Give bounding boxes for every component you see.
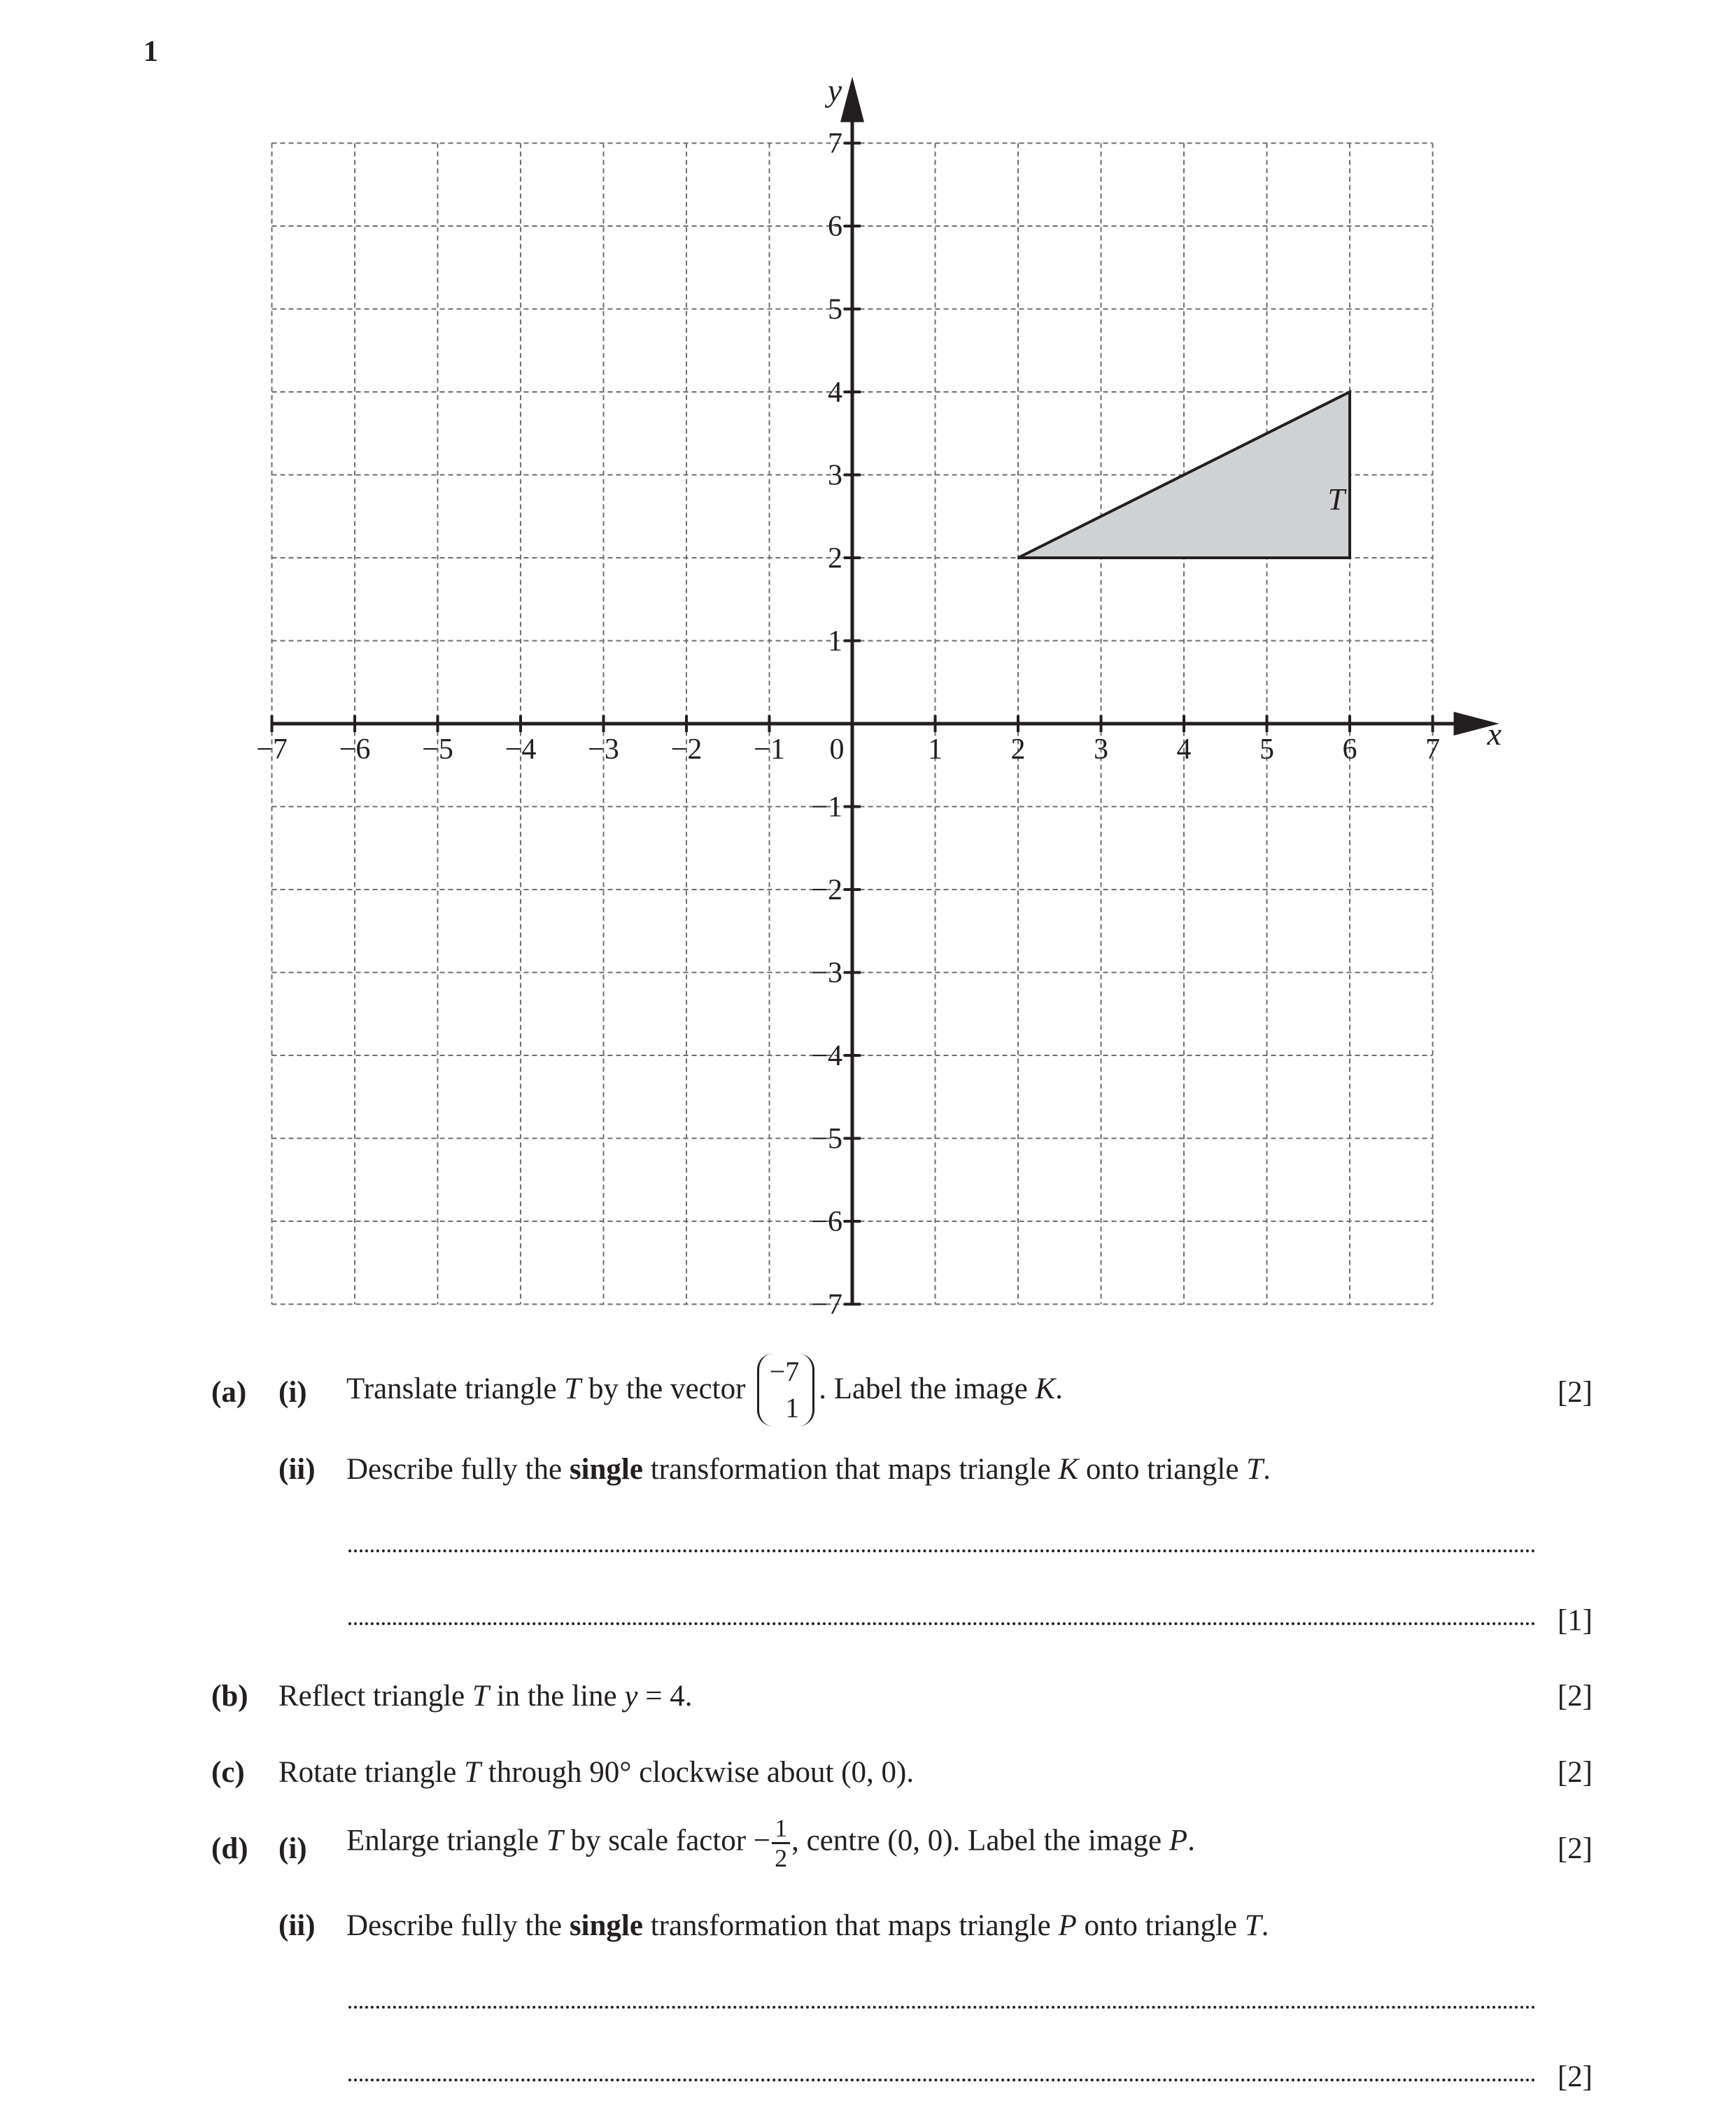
x-tick-label: −5 <box>422 733 453 766</box>
marks-d-ii: [2] <box>1557 2060 1593 2093</box>
y-tick-label: −2 <box>811 874 842 906</box>
triangle-T <box>1018 392 1350 558</box>
marks-c: [2] <box>1557 1756 1593 1789</box>
y-axis-arrow <box>840 77 864 122</box>
part-c-label: (c) <box>211 1756 245 1789</box>
answer-line-d-ii-2[interactable] <box>348 2079 1536 2081</box>
x-tick-label: −4 <box>504 733 537 766</box>
vector-top: −7 <box>769 1356 800 1387</box>
x-tick-label: −7 <box>256 733 288 766</box>
x-tick-label: 1 <box>928 733 943 766</box>
x-tick-label: 3 <box>1094 733 1108 766</box>
shapes <box>1018 392 1350 558</box>
marks-d-i: [2] <box>1557 1832 1593 1865</box>
y-tick-label: −4 <box>811 1040 842 1072</box>
part-a-ii-label: (ii) <box>278 1453 316 1486</box>
marks-a-ii: [1] <box>1557 1604 1593 1637</box>
axes <box>272 73 1502 1305</box>
answer-line-a-ii-2[interactable] <box>348 1622 1536 1625</box>
x-tick-label: 7 <box>1425 733 1440 766</box>
part-d-label: (d) <box>211 1832 248 1865</box>
answer-line-a-ii-1[interactable] <box>348 1550 1536 1552</box>
y-tick-label: 5 <box>828 293 842 326</box>
question-number: 1 <box>143 36 158 68</box>
part-d-i-text: Enlarge triangle T by scale factor − $\frac{1}{2}$ , centre (0, 0). Label the image P. <box>346 1814 1195 1872</box>
x-tick-label: −6 <box>339 733 371 766</box>
x-tick-label: 2 <box>1010 733 1026 766</box>
y-tick-label: 3 <box>828 459 842 492</box>
y-tick-label: −3 <box>811 957 842 990</box>
x-tick-label: 0 <box>829 733 845 766</box>
part-d-i-label: (i) <box>278 1832 307 1865</box>
vector-bottom: 1 <box>785 1392 800 1424</box>
y-tick-label: −5 <box>811 1123 842 1155</box>
y-tick-label: 4 <box>828 377 842 409</box>
part-b-label: (b) <box>211 1680 248 1713</box>
x-tick-label: −3 <box>588 733 619 766</box>
marks-a-i: [2] <box>1557 1376 1593 1409</box>
y-axis-label: y <box>827 72 842 108</box>
y-tick-label: −1 <box>811 791 842 824</box>
scale-factor-fraction: $\frac{1}{2}$ <box>772 1815 790 1871</box>
part-b-text: Reflect triangle T in the line y = 4. <box>278 1680 693 1713</box>
triangle-label-T: T <box>1327 482 1345 517</box>
y-tick-label: −7 <box>811 1288 842 1321</box>
answer-line-d-ii-1[interactable] <box>348 2006 1536 2009</box>
x-tick-label: 6 <box>1342 733 1357 766</box>
y-tick-label: 7 <box>828 127 842 160</box>
translation-vector <box>757 1354 814 1429</box>
part-a-i-label: (i) <box>278 1376 307 1409</box>
x-tick-label: −2 <box>670 733 703 766</box>
y-tick-label: 1 <box>828 625 842 658</box>
part-d-ii-text: Describe fully the single transformation that maps triangle P onto triangle T. <box>346 1909 1269 1942</box>
part-c-text: Rotate triangle T through 90° clockwise about (0, 0). <box>278 1756 915 1789</box>
x-tick-label: 4 <box>1176 733 1192 766</box>
y-tick-label: −6 <box>811 1206 842 1238</box>
x-tick-label: 5 <box>1259 733 1274 766</box>
x-tick-label: −1 <box>754 733 785 766</box>
part-a-i-text: Translate triangle T by the vector −7 1 . Label the image K. <box>346 1354 1063 1429</box>
part-a-ii-text: Describe fully the single transformation that maps triangle K onto triangle T. <box>346 1453 1271 1486</box>
part-a-label: (a) <box>211 1376 247 1409</box>
marks-b: [2] <box>1557 1680 1593 1713</box>
part-d-ii-label: (ii) <box>278 1909 316 1942</box>
y-tick-label: 6 <box>828 211 842 243</box>
y-tick-label: 2 <box>828 542 842 575</box>
x-axis-label: x <box>1487 716 1502 752</box>
